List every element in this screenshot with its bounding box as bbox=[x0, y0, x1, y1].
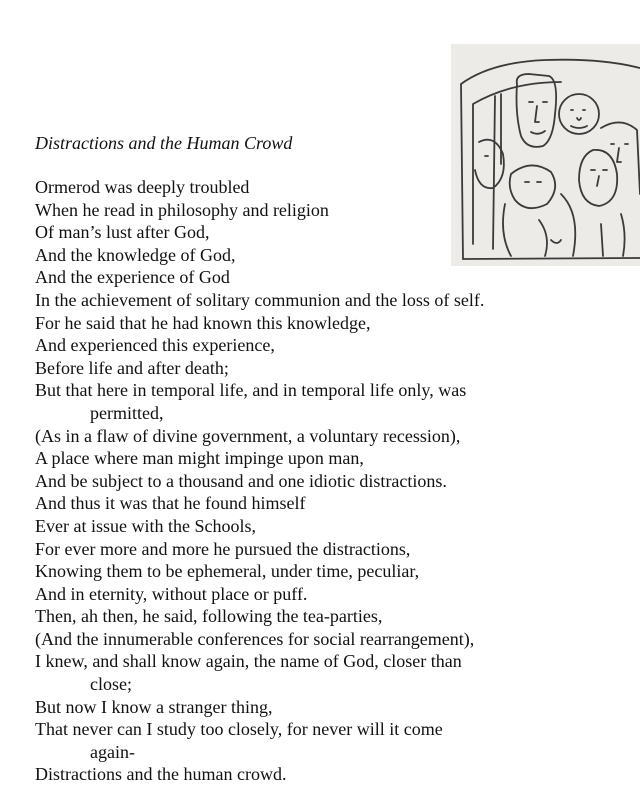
poem-line: And be subject to a thousand and one idiotic distractions. bbox=[35, 470, 447, 491]
poem-line: When he read in philosophy and religion bbox=[35, 199, 329, 220]
poem-line: Knowing them to be ephemeral, under time, peculiar, bbox=[35, 561, 420, 582]
poem-line: close; bbox=[90, 674, 132, 695]
poem-line: (And the innumerable conferences for social rearrangement), bbox=[35, 628, 475, 649]
poem-line: For he said that he had known this knowledge, bbox=[35, 312, 371, 333]
poem-line: I knew, and shall know again, the name of God, closer than bbox=[35, 651, 462, 672]
poem-line: And thus it was that he found himself bbox=[35, 493, 306, 514]
poem-line: But that here in temporal life, and in temporal life only, was bbox=[35, 380, 467, 401]
poem-body bbox=[35, 176, 484, 786]
poem-line: Ormerod was deeply troubled bbox=[35, 177, 250, 197]
poem-line: And experienced this experience, bbox=[35, 335, 275, 356]
poem-line: For ever more and more he pursued the distractions, bbox=[35, 538, 411, 559]
poem-line: That never can I study too closely, for never will it come bbox=[35, 719, 443, 740]
poem-line: But now I know a stranger thing, bbox=[35, 696, 273, 717]
poem-line: Of man’s lust after God, bbox=[35, 222, 210, 243]
poem-line: And the experience of God bbox=[35, 267, 230, 288]
poem-line: Ever at issue with the Schools, bbox=[35, 515, 256, 536]
poem-line: permitted, bbox=[90, 402, 164, 423]
poem-line: And the knowledge of God, bbox=[35, 244, 236, 265]
poem-line: And in eternity, without place or puff. bbox=[35, 583, 308, 604]
poem-line: (As in a flaw of divine government, a voluntary recession), bbox=[35, 425, 461, 446]
poem-line: In the achievement of solitary communion and the loss of self. bbox=[35, 289, 485, 310]
poem-line: Before life and after death; bbox=[35, 357, 229, 378]
poem-line: again- bbox=[90, 741, 135, 762]
poem-line: A place where man might impinge upon man, bbox=[35, 448, 364, 469]
poem-line: Distractions and the human crowd. bbox=[35, 764, 287, 785]
poem-title: Distractions and the Human Crowd bbox=[35, 133, 293, 153]
poem-line: Then, ah then, he said, following the tea-parties, bbox=[35, 606, 383, 627]
